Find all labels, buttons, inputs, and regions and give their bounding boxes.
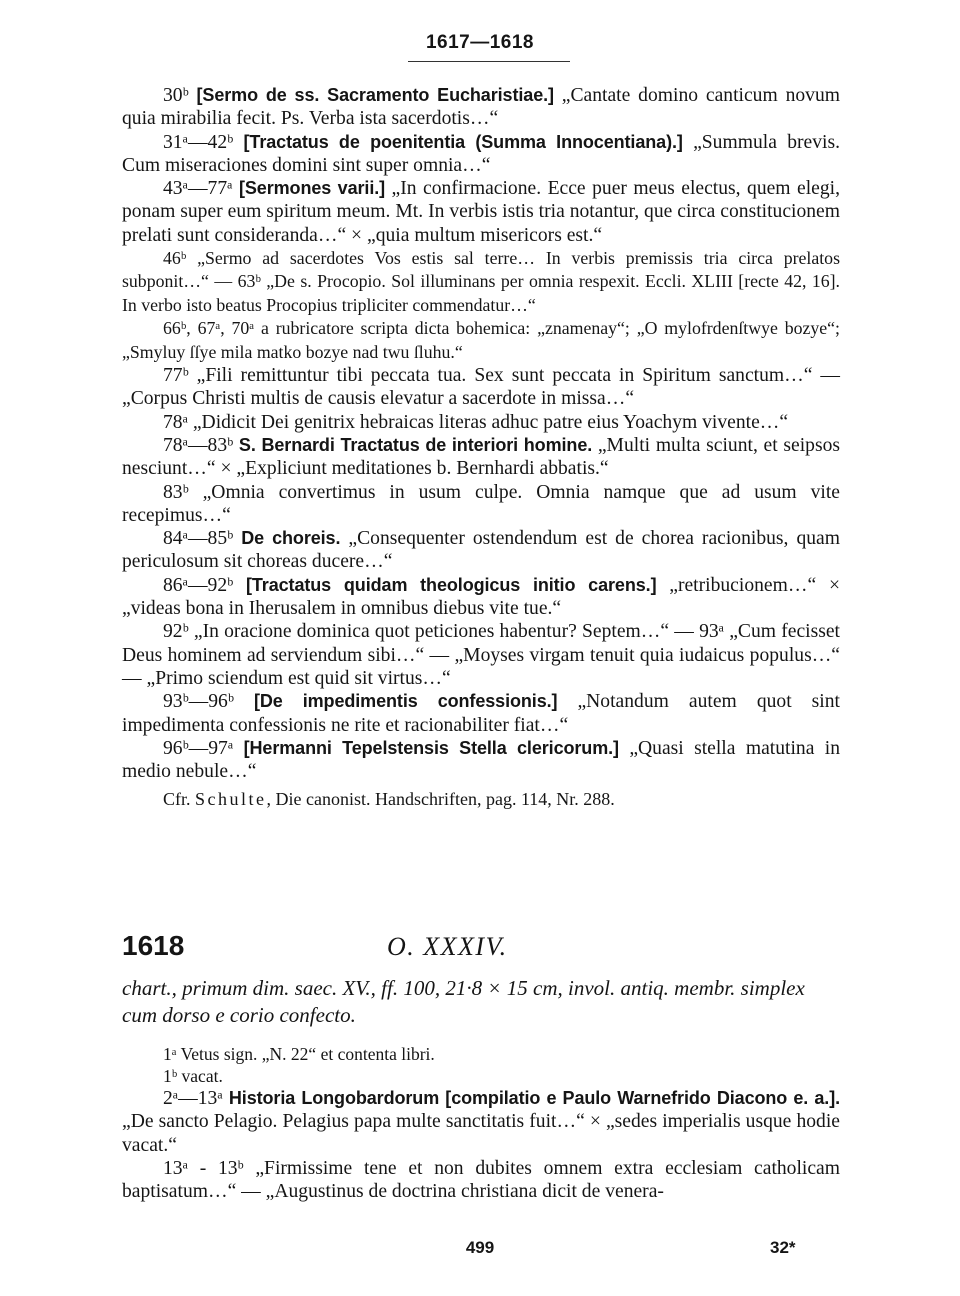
incipit-text: 1ᵃ Vetus sign. „N. 22“ et contenta libri. xyxy=(163,1044,435,1064)
folio-reference: 84ᵃ—85ᵇ xyxy=(163,528,242,550)
running-head-rule xyxy=(408,61,570,62)
work-title: De choreis. xyxy=(241,528,341,549)
work-title: [Tractatus de poenitentia (Summa Innocentiana).] xyxy=(243,131,683,152)
catalog-entry xyxy=(122,527,840,574)
manuscript-entries xyxy=(122,1043,840,1203)
folio-reference: 86ᵃ—92ᵇ xyxy=(163,574,246,596)
signature-mark: 32* xyxy=(770,1238,796,1257)
incipit-text: 78ᵃ „Didicit Dei genitrix hebraicas literas adhuc patre eius Yoachym vivente…“ xyxy=(163,411,789,433)
citation-prefix: Cfr. xyxy=(163,789,196,810)
incipit-text: „Summula brevis. Cum miseraciones domini sint super omnia…“ xyxy=(122,131,840,176)
catalog-entry xyxy=(122,620,840,690)
catalog-entry xyxy=(122,317,840,364)
incipit-text: 46ᵇ „Sermo ad sacerdotes Vos estis sal terre… In verbis premissis tria circa prelatos subponit…“ — 63ᵇ „De s. Procopio. Sol illuminans per omnia respexit. Eccli. XLIII [recte 42, 16]. In verbo isto beatus Procopius tripliciter commendatur…“ xyxy=(122,248,840,315)
catalog-entry xyxy=(122,131,840,178)
page-number: 499 xyxy=(465,1238,495,1257)
incipit-text: „In confirmacione. Ecce puer meus electus, quem elegi, ponam super eum spiritum meum. Mt. In verbis istis tria notantur, que circa constitucionem prelati sunt consideranda…“ × „quia multum misericors est.“ xyxy=(122,178,841,246)
incipit-text: 92ᵇ „In oracione dominica quot peticiones habentur? Septem…“ — 93ᵃ „Cum fecisset Deus hominem ad serviendum sibi…“ — „Moyses virgam tenuit quia iudaicus populus…“ — „Primo sciendum est quid sit virtus…“ xyxy=(122,621,840,689)
catalog-entry xyxy=(122,1087,840,1157)
work-title: [De impedimentis confessionis.] xyxy=(253,691,558,712)
catalog-entry xyxy=(122,434,840,481)
catalog-entry xyxy=(122,411,840,434)
incipit-text: „Consequenter ostendendum est de chorea racionibus, quam periculosum sit choreas ducere…“ xyxy=(122,528,840,573)
incipit-text: „retribucionem…“ × „videas bona in Iherusalem in omnibus diebus vite tue.“ xyxy=(122,574,840,620)
running-head: 1617—1618 xyxy=(425,32,535,53)
incipit-text: 13ᵃ - 13ᵇ „Firmissime tene et non dubites omnem extra ecclesiam catholicam baptisatum…“ — „Augustinus de doctrina christiana dicit de venera- xyxy=(122,1157,840,1203)
incipit-text: „Quasi stella matutina in medio nebule…“ xyxy=(122,737,841,783)
manuscript-number: 1618 xyxy=(122,930,185,961)
folio-reference: 43ᵃ—77ᵃ xyxy=(163,178,239,200)
folio-reference: 2ᵃ—13ᵃ xyxy=(163,1088,229,1109)
catalog-entry xyxy=(122,737,840,784)
catalog-entry xyxy=(122,1157,840,1204)
catalog-entry xyxy=(122,1043,840,1065)
catalog-entries xyxy=(122,84,840,811)
work-title: [Hermanni Tepelstensis Stella clericorum.] xyxy=(243,737,619,758)
incipit-text: 66ᵇ, 67ᵃ, 70ᵃ a rubricatore scripta dicta bohemica: „znamenay“; „O mylofrdenſtwye bozye“; „Smyluy ſſye mila matko bozye nad twu ſluhu.“ xyxy=(122,318,840,362)
catalog-entry xyxy=(122,1065,840,1087)
citation-author: Schulte xyxy=(195,789,267,810)
catalog-entry xyxy=(122,177,840,247)
incipit-text: „Multi multa sciunt, et seipsos nesciunt…“ × „Expliciunt meditationes b. Bernhardi abbatis.“ xyxy=(122,435,841,480)
incipit-text: „Notandum autem quot sint impedimenta confessionis ne rite et racionabiliter fiat…“ xyxy=(122,691,840,736)
manuscript-description: chart., primum dim. saec. XV., ff. 100, 21·8 × 15 cm, invol. antiq. membr. simplex cum dorso e corio confecto. xyxy=(122,976,805,1027)
citation xyxy=(122,787,840,811)
folio-reference: 96ᵇ—97ᵃ xyxy=(163,737,244,759)
incipit-text: 1ᵇ vacat. xyxy=(163,1066,223,1086)
folio-reference: 31ᵃ—42ᵇ xyxy=(163,131,244,153)
incipit-text: „De sancto Pelagio. Pelagius papa multe sanctitatis fuit…“ × „sedes imperialis usque hodie vacat.“ xyxy=(122,1111,840,1156)
catalog-entry xyxy=(122,481,840,528)
citation-source: , Die canonist. Handschriften, pag. 114, Nr. 288. xyxy=(266,789,615,810)
catalog-entry xyxy=(122,247,840,317)
folio-reference: 78ᵃ—83ᵇ xyxy=(163,435,239,456)
incipit-text: 77ᵇ „Fili remittuntur tibi peccata tua. Sex sunt peccata in Spiritum sanctum…“ — „Corpus Christi multis de causis elevatur a sacerdote in missa…“ xyxy=(122,365,840,410)
manuscript-signature: O. XXXIV. xyxy=(387,932,508,961)
catalog-entry xyxy=(122,574,840,621)
work-title: [Sermones varii.] xyxy=(238,178,386,199)
catalog-entry xyxy=(122,364,840,411)
folio-reference: 93ᵇ—96ᵇ xyxy=(163,691,254,713)
work-title: S. Bernardi Tractatus de interiori homine. xyxy=(238,435,593,455)
folio-reference: 30ᵇ xyxy=(163,85,197,106)
incipit-text: „Cantate domino canticum novum quia mirabilia fecit. Ps. Verba ista sacerdotis…“ xyxy=(122,85,841,130)
catalog-entry xyxy=(122,690,840,737)
work-title: [Sermo de ss. Sacramento Eucharistiae.] xyxy=(196,85,554,105)
incipit-text: 83ᵇ „Omnia convertimus in usum culpe. Omnia namque que ad usum vite recepimus…“ xyxy=(122,481,840,526)
work-title: [Tractatus quidam theologicus initio carens.] xyxy=(246,574,657,595)
catalog-entry xyxy=(122,84,840,131)
work-title: Historia Longobardorum [compilatio e Paulo Warnefrido Diacono e. a.]. xyxy=(228,1088,840,1108)
